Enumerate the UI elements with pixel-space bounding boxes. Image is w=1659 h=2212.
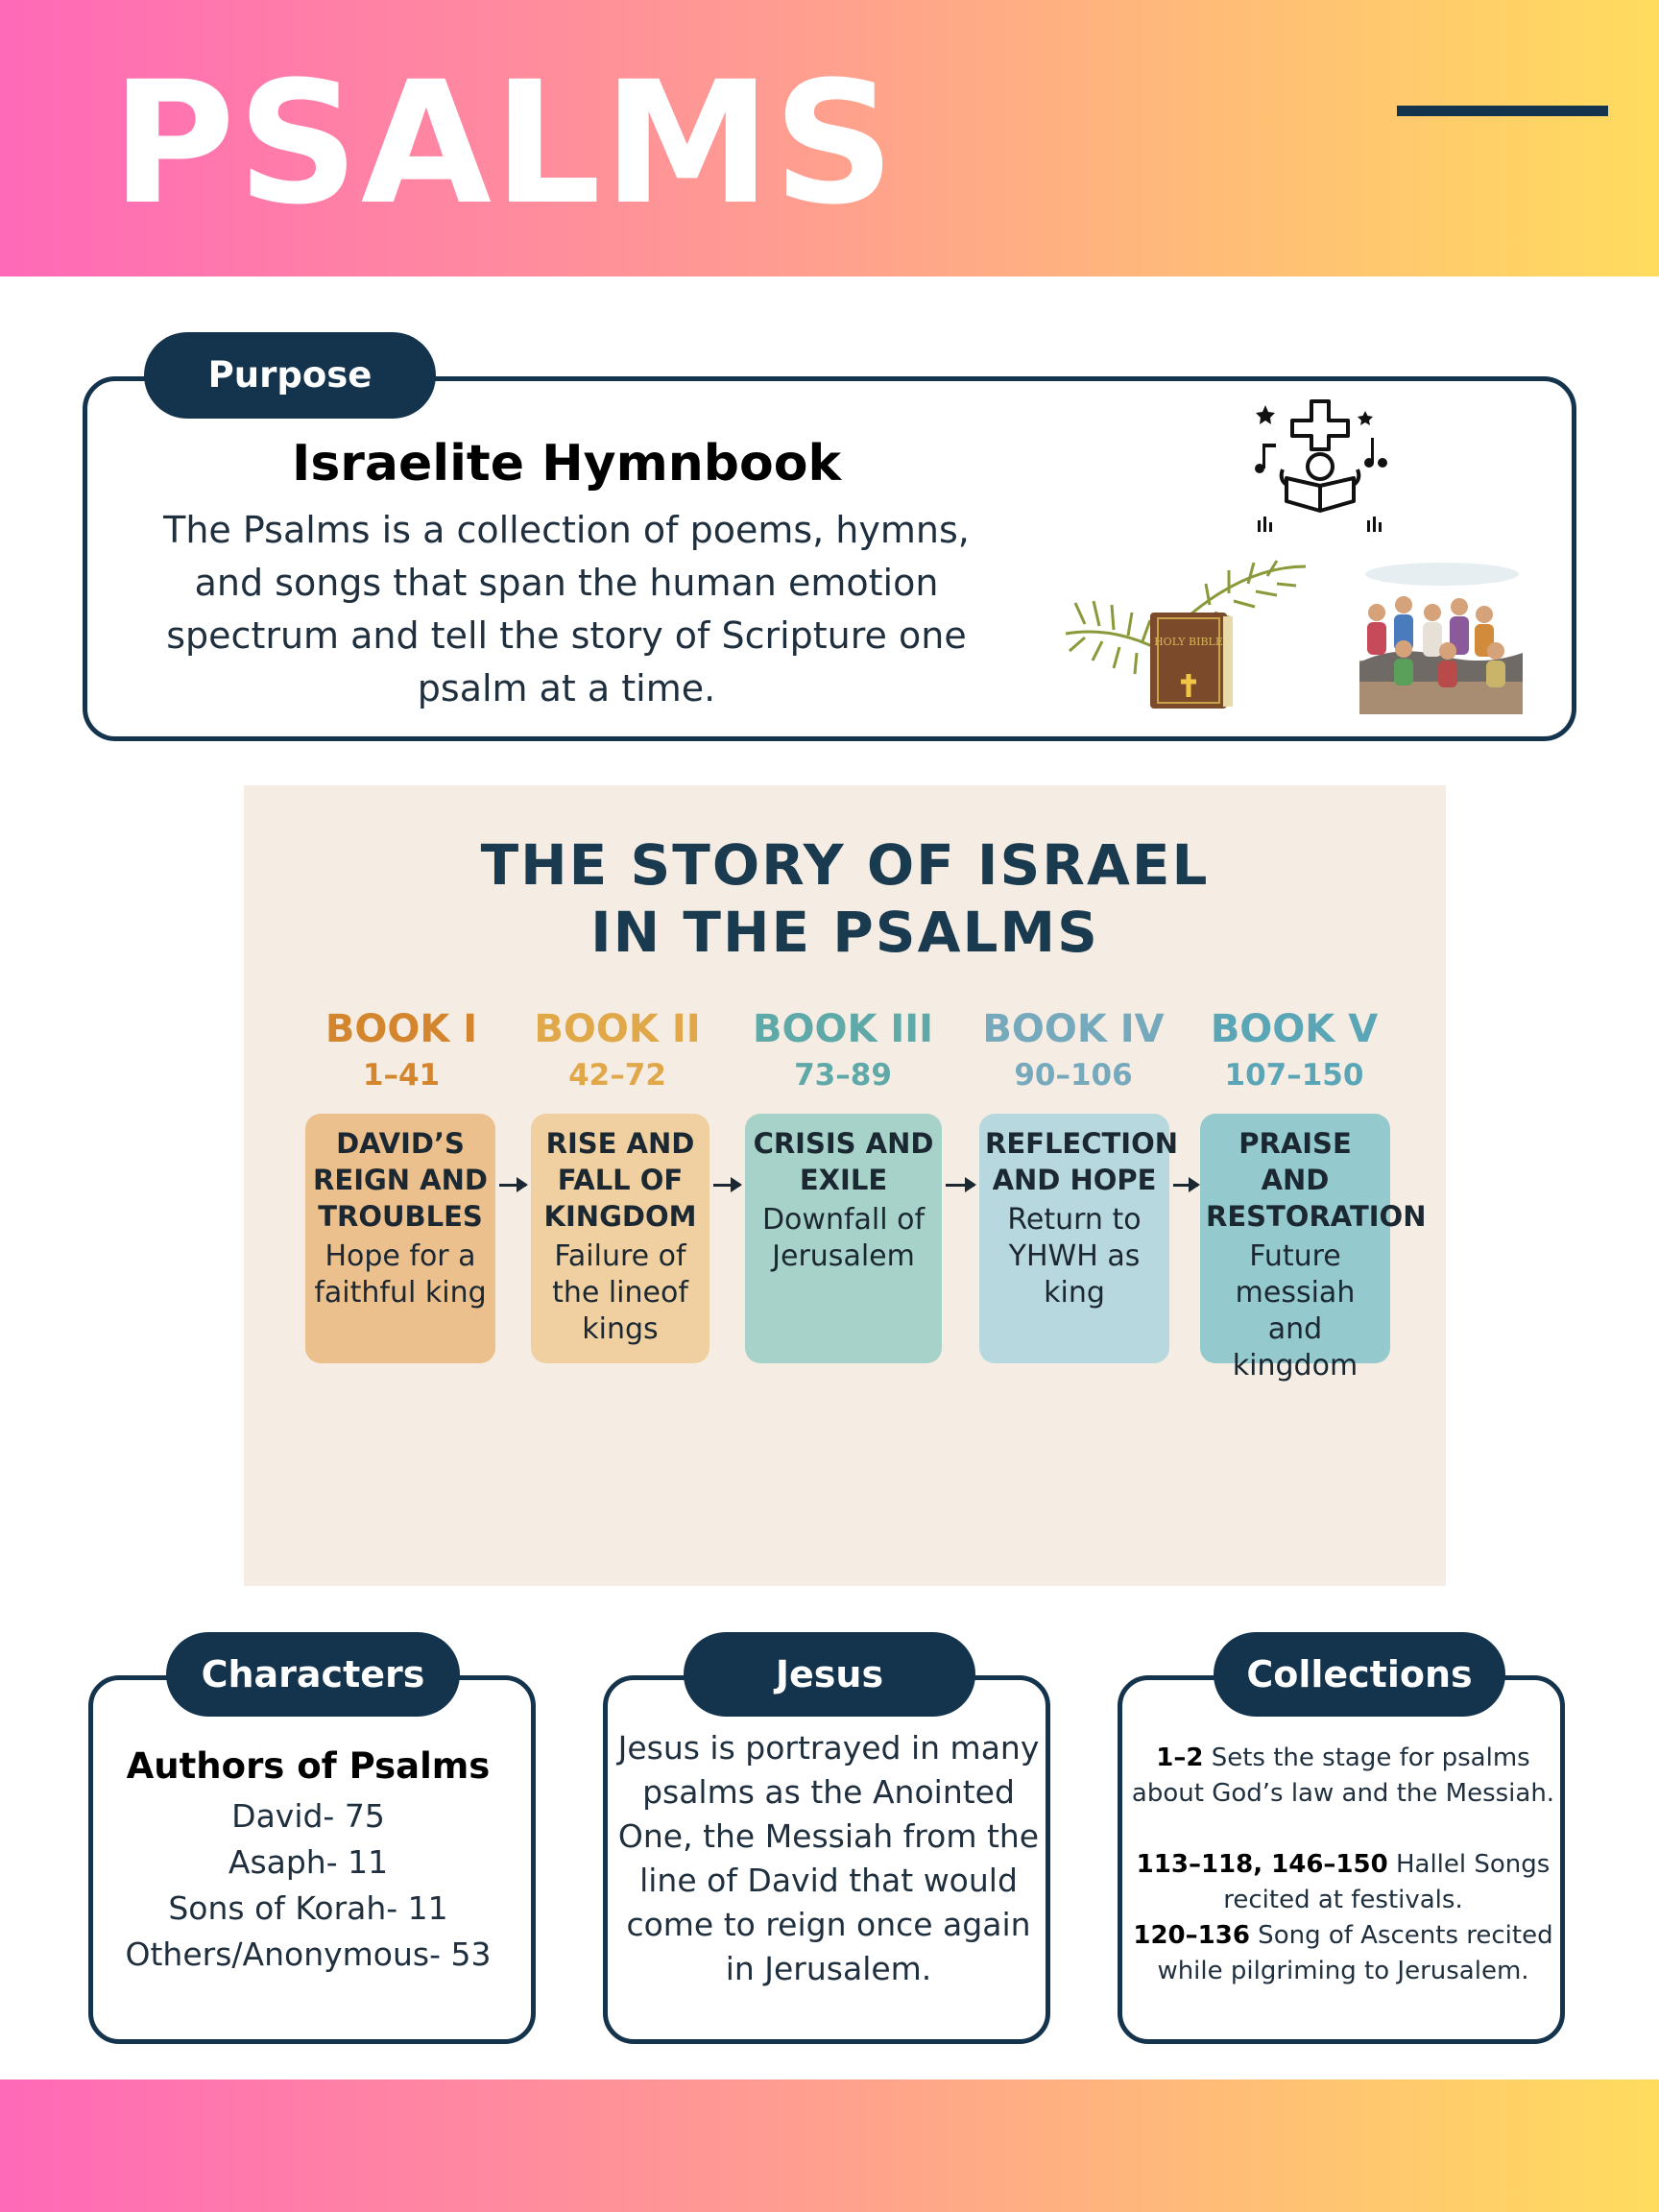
book-1-desc: Hope for a faithful king [314, 1239, 487, 1310]
purpose-description: The Psalms is a collection of poems, hymns, and songs that span the human emotion spectrum and tell the story of Scripture one psalm at a time. [163, 509, 970, 709]
collection-text: Hallel Songs recited at festivals. [1223, 1850, 1551, 1914]
book-3-range: 73–89 [794, 1058, 892, 1093]
book-2-title: RISE AND FALL OF KINGDOM [543, 1127, 697, 1233]
book-1-title: DAVID’S REIGN AND TROUBLES [313, 1127, 488, 1233]
story-title-line1: THE STORY OF ISRAEL [480, 832, 1210, 898]
book-1-name: BOOK I [325, 1007, 478, 1051]
book-4-name: BOOK IV [982, 1007, 1165, 1051]
collection-item [1125, 1847, 1561, 1918]
book-5-name: BOOK V [1210, 1007, 1379, 1051]
book-4-desc: Return to YHWH as king [1007, 1203, 1142, 1310]
jesus-description: Jesus is portrayed in many psalms as the Anointed One, the Messiah from the line of David that would come to reign once again in Jerusalem. [617, 1729, 1040, 1987]
story-title-line2: IN THE PSALMS [590, 900, 1099, 965]
collection-text: Sets the stage for psalms about God’s law and the Messiah. [1131, 1743, 1555, 1808]
purpose-heading: Israelite Hymnbook [291, 435, 842, 493]
collection-ref: 1–2 [1156, 1743, 1204, 1772]
holy-bible-icon [1142, 607, 1238, 714]
page-title: PSALMS [111, 45, 898, 242]
header-divider [1397, 106, 1608, 116]
book-4-title: REFLECTION AND HOPE [985, 1127, 1179, 1196]
book-3-title: CRISIS AND EXILE [753, 1127, 934, 1196]
book-1-box [305, 1114, 495, 1363]
arrow-2-3 [713, 1184, 740, 1187]
collection-ref: 113–118, 146–150 [1136, 1850, 1388, 1879]
jesus-label: Jesus [684, 1632, 975, 1717]
book-5-title: PRAISE AND RESTORATION [1206, 1127, 1427, 1233]
story-title [244, 831, 1446, 966]
book-4-range: 90–106 [1014, 1058, 1133, 1093]
book-2-name: BOOK II [534, 1007, 701, 1051]
collection-ref: 120–136 [1133, 1921, 1250, 1950]
people-gathering-icon [1356, 557, 1528, 714]
book-3-box [745, 1114, 942, 1363]
collection-text: Song of Ascents recited while pilgriming to Jerusalem. [1157, 1921, 1553, 1985]
book-1-range: 1–41 [362, 1058, 441, 1093]
collection-item [1125, 1741, 1561, 1812]
collection-item [1125, 1918, 1561, 1989]
book-5-desc: Future messiah and kingdom [1232, 1239, 1358, 1382]
book-3-name: BOOK III [752, 1007, 934, 1051]
author-sons-of-korah: Sons of Korah- 11 [168, 1889, 448, 1927]
book-2-range: 42–72 [568, 1058, 666, 1093]
footer-band [0, 2080, 1659, 2212]
arrow-1-2 [499, 1184, 526, 1187]
purpose-label: Purpose [144, 332, 436, 419]
characters-label: Characters [166, 1632, 460, 1717]
book-5-range: 107–150 [1224, 1058, 1364, 1093]
book-3-desc: Downfall of Jerusalem [761, 1203, 926, 1273]
authors-heading: Authors of Psalms [126, 1745, 491, 1787]
book-5-box [1200, 1114, 1427, 1382]
arrow-3-4 [946, 1184, 974, 1187]
author-others: Others/Anonymous- 53 [125, 1936, 492, 1973]
author-david: David- 75 [231, 1797, 385, 1835]
arrow-4-5 [1173, 1184, 1198, 1187]
svg-text:HOLY BIBLE: HOLY BIBLE [1154, 636, 1223, 648]
book-2-box [531, 1114, 709, 1363]
worship-icon [1248, 394, 1392, 538]
book-4-box [979, 1114, 1179, 1363]
collections-label: Collections [1214, 1632, 1505, 1717]
author-asaph: Asaph- 11 [228, 1843, 389, 1881]
book-2-desc: Failure of the lineof kings [552, 1239, 688, 1346]
